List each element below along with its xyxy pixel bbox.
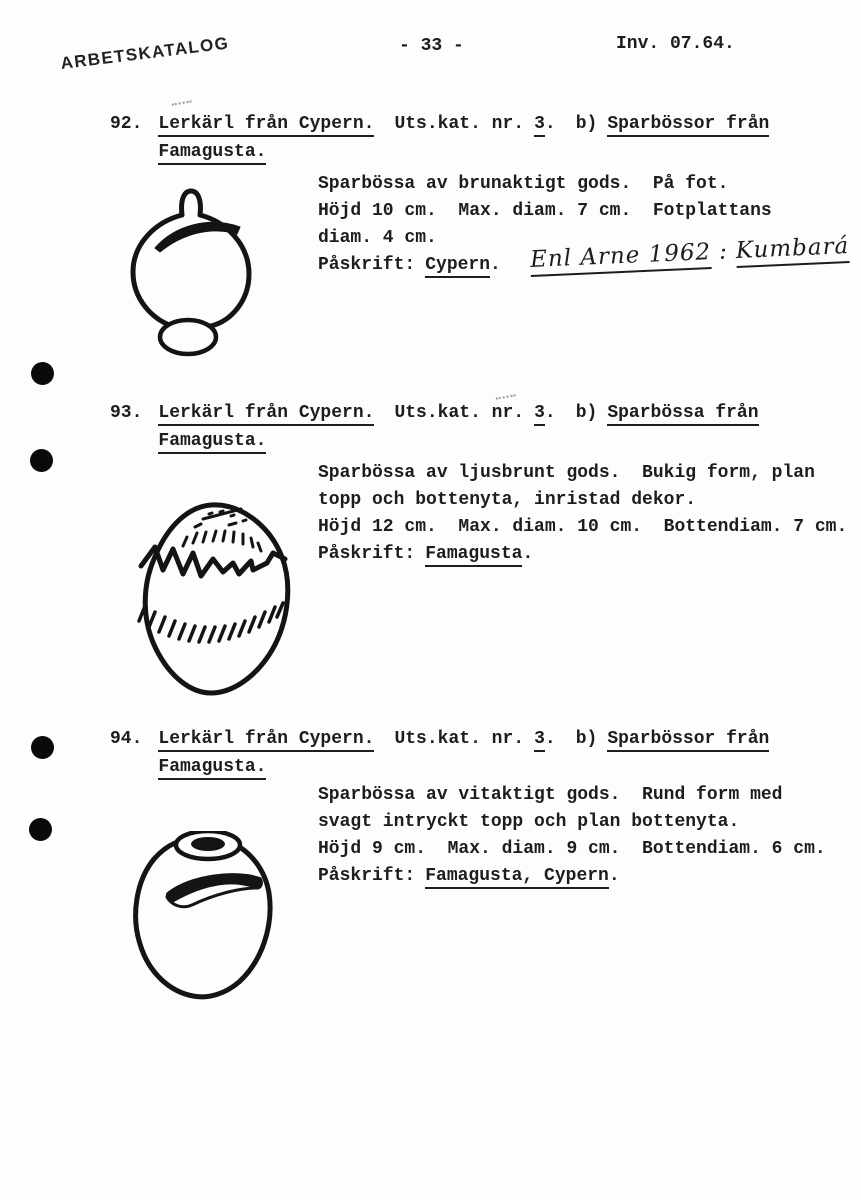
catalog-period: .	[544, 729, 556, 749]
entry-subtitle-line2: Famagusta.	[158, 142, 266, 165]
catalog-number: 3	[534, 729, 545, 752]
money-box-on-foot-drawing	[130, 188, 252, 358]
catalog-period: .	[544, 114, 556, 134]
description-line: Höjd 10 cm. Max. diam. 7 cm. Fotplattans	[318, 201, 772, 221]
description-line: svagt intryckt topp och plan bottenyta.	[318, 812, 740, 832]
catalog-label: Uts.kat. nr.	[394, 729, 525, 749]
handwritten-term: Kumbará	[735, 233, 850, 268]
paskrift-period: .	[608, 866, 620, 886]
paskrift-line	[318, 541, 847, 568]
description-line: Höjd 9 cm. Max. diam. 9 cm. Bottendiam. 6 cm.	[318, 839, 826, 859]
sketch-money-box-92	[130, 188, 252, 358]
paskrift-line	[318, 863, 826, 890]
description-line: Höjd 12 cm. Max. diam. 10 cm. Bottendiam. 7 cm.	[318, 517, 848, 537]
paskrift-label: Påskrift:	[318, 866, 416, 886]
money-box-depressed-top-drawing	[120, 831, 280, 1001]
entry-subtitle-line1: Sparbössa från	[607, 403, 758, 426]
entry-number: 92.	[110, 114, 143, 134]
catalog-label: Uts.kat. nr.	[394, 403, 525, 423]
entry-subtitle-line1: Sparbössor från	[607, 729, 769, 752]
punch-hole-mark	[31, 736, 54, 759]
catalog-number: 3	[534, 114, 545, 137]
item-letter: b)	[575, 114, 598, 134]
description-line: Sparbössa av vitaktigt gods. Rund form med	[318, 785, 783, 805]
entry-93-heading	[110, 403, 759, 451]
description-line: diam. 4 cm.	[318, 228, 437, 248]
punch-hole-mark	[30, 449, 53, 472]
handwritten-source: Enl Arne 1962	[530, 239, 712, 277]
description-line: Sparbössa av ljusbrunt gods. Bukig form, plan	[318, 463, 815, 483]
inventory-number: Inv. 07.64.	[616, 34, 735, 54]
punch-hole-mark	[31, 362, 54, 385]
entry-subtitle-line2: Famagusta.	[158, 431, 266, 454]
paskrift-label: Påskrift:	[318, 255, 416, 275]
description-line: Sparbössa av brunaktigt gods. På fot.	[318, 174, 729, 194]
paskrift-period: .	[522, 544, 534, 564]
paskrift-period: .	[490, 255, 501, 275]
entry-title: Lerkärl från Cypern.	[158, 114, 374, 137]
entry-93-description	[318, 460, 847, 568]
description-line: topp och bottenyta, inristad dekor.	[318, 490, 697, 510]
paskrift-value: Famagusta, Cypern	[425, 866, 609, 889]
entry-subtitle-line1: Sparbössor från	[607, 114, 769, 137]
entry-subtitle-line2: Famagusta.	[158, 757, 266, 780]
item-letter: b)	[575, 403, 598, 423]
item-letter: b)	[575, 729, 598, 749]
entry-number: 93.	[110, 403, 143, 423]
sketch-money-box-94	[120, 831, 280, 1001]
paskrift-value: Famagusta	[425, 544, 522, 567]
smudge-mark	[172, 100, 193, 109]
sketch-money-box-93	[133, 500, 295, 698]
entry-number: 94.	[110, 729, 143, 749]
punch-hole-mark	[29, 818, 52, 841]
entry-92-heading	[110, 114, 769, 162]
entry-title: Lerkärl från Cypern.	[158, 403, 374, 426]
catalog-period: .	[544, 403, 556, 423]
paskrift-value: Cypern	[425, 255, 490, 278]
paskrift-label: Påskrift:	[318, 544, 416, 564]
money-box-egg-drawing	[133, 500, 295, 698]
page-number: - 33 -	[399, 36, 464, 56]
handwritten-separator: :	[718, 238, 729, 265]
entry-94-heading	[110, 729, 769, 777]
catalog-number: 3	[534, 403, 545, 426]
entry-title: Lerkärl från Cypern.	[158, 729, 374, 752]
catalog-label: Uts.kat. nr.	[394, 114, 525, 134]
entry-94-description	[318, 782, 826, 890]
arbetskatalog-stamp: ARBETSKATALOG	[59, 33, 231, 74]
